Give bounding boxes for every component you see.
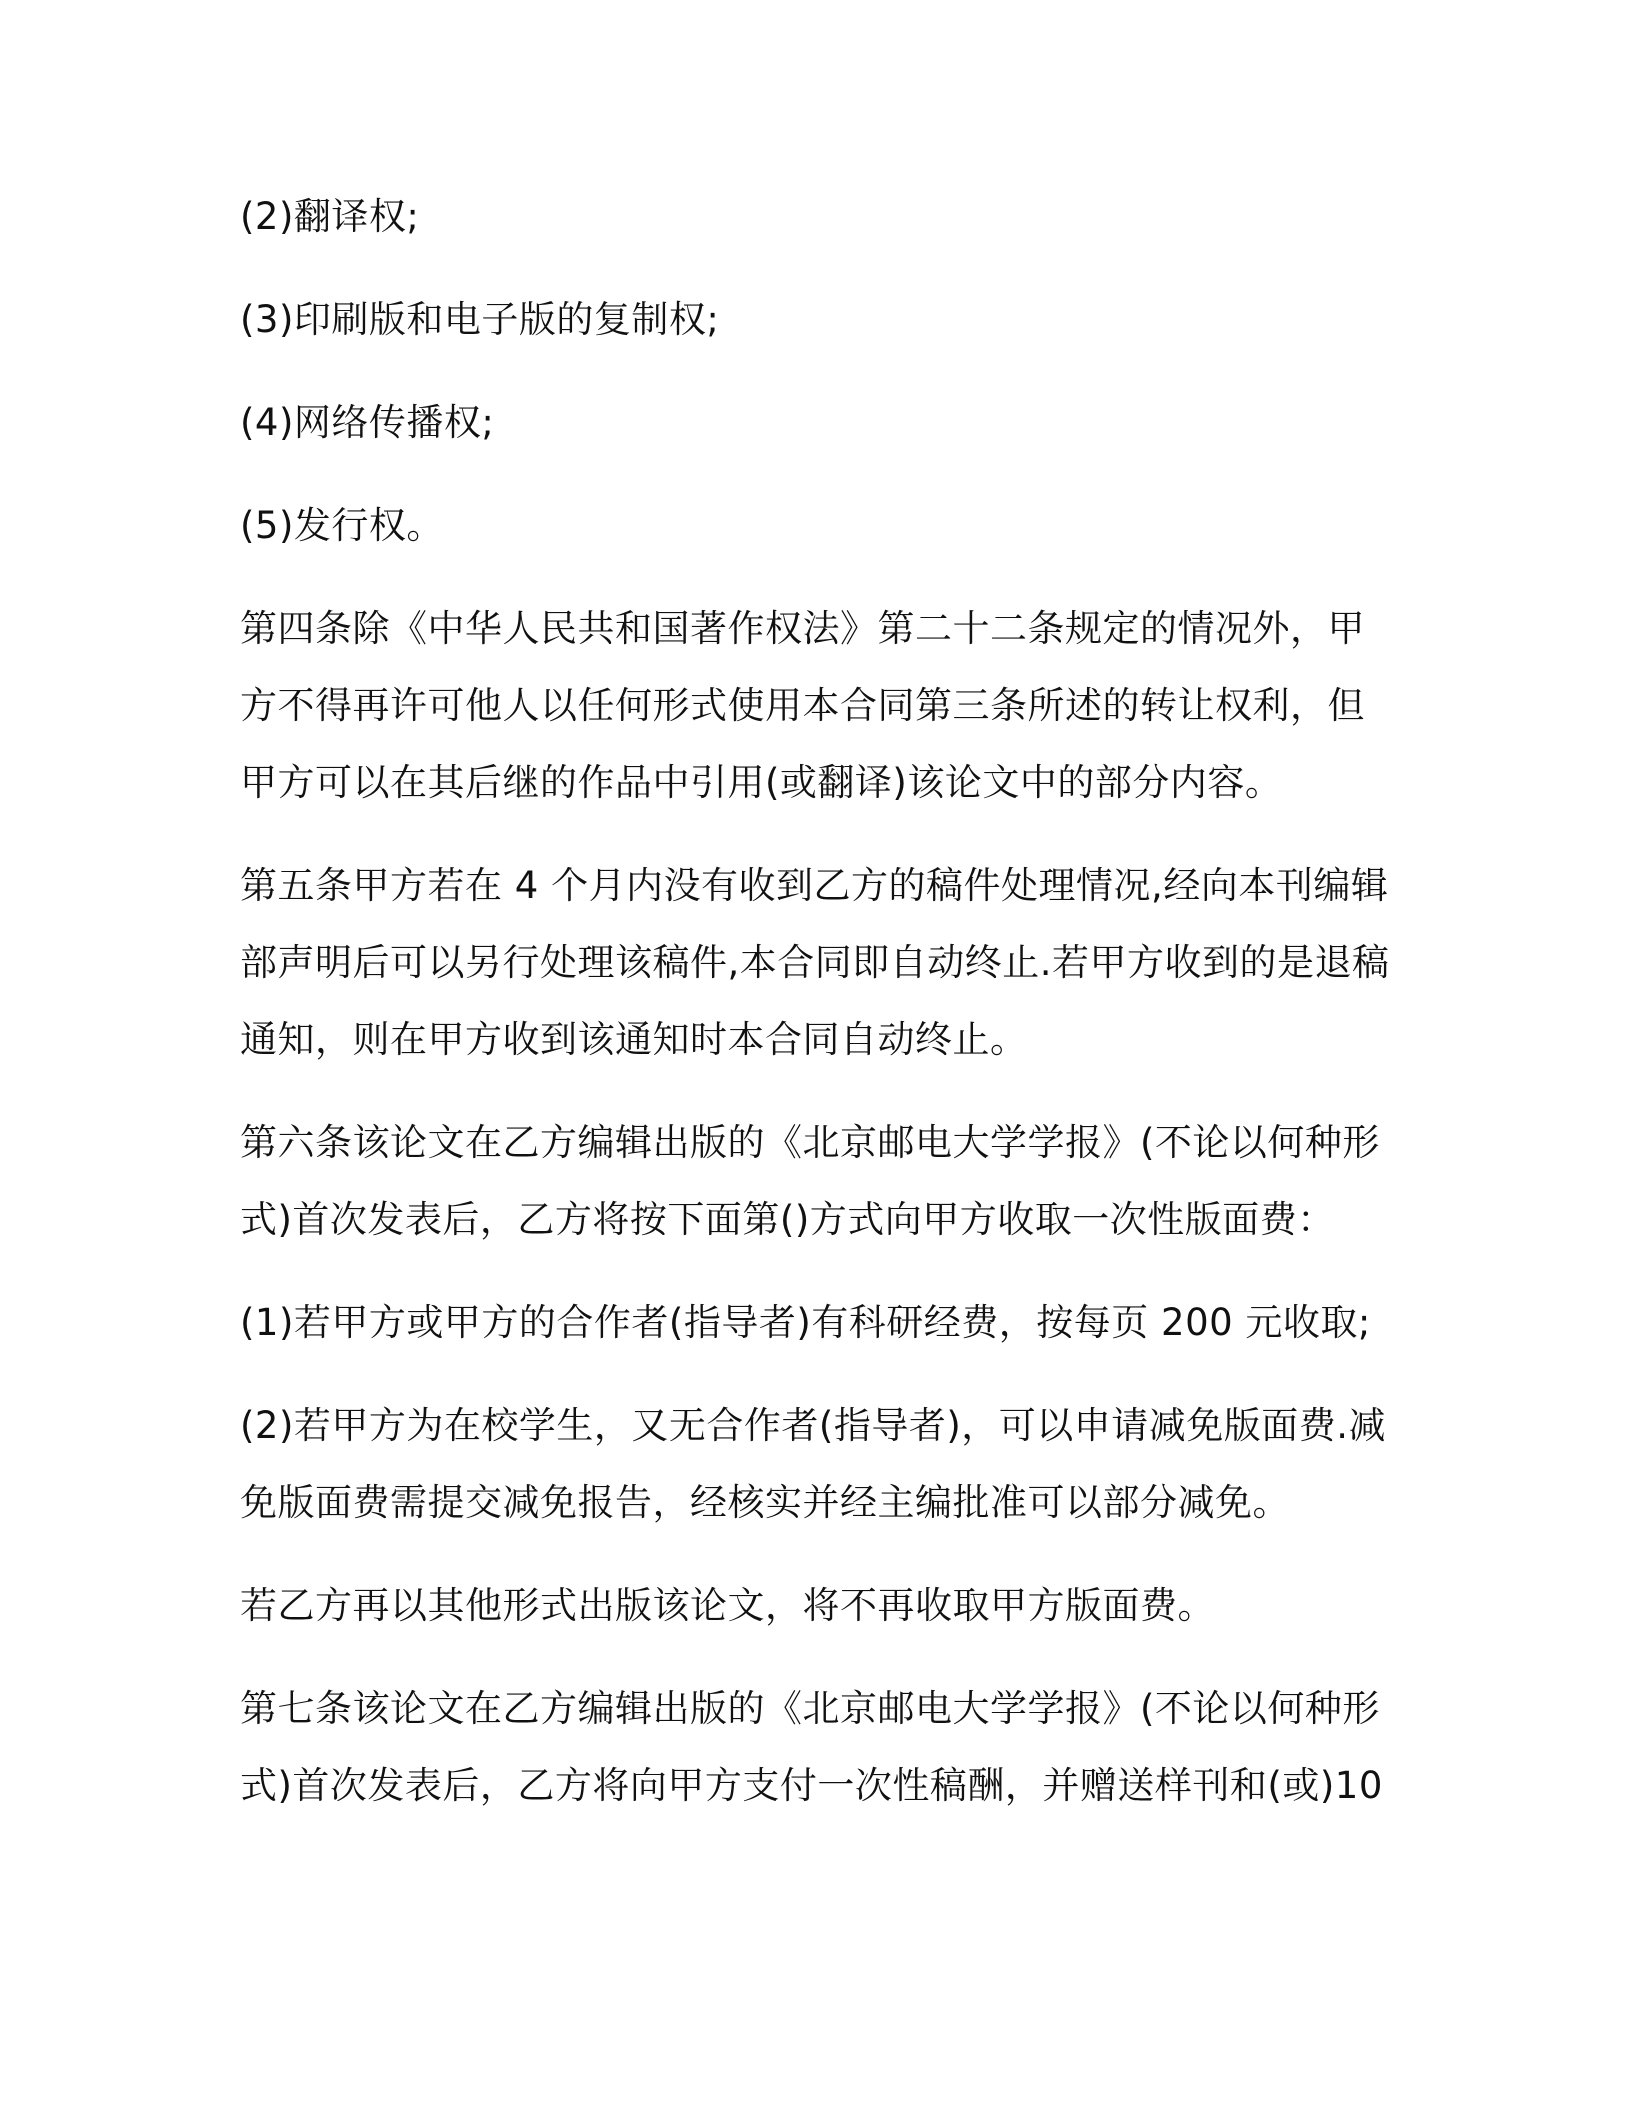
article-5-line-2: 部声明后可以另行处理该稿件,本合同即自动终止.若甲方收到的是退稿 xyxy=(240,941,1390,984)
article-5-line-1: 第五条甲方若在 4 个月内没有收到乙方的稿件处理情况,经向本刊编辑 xyxy=(240,864,1389,907)
article-6-line-2: 式)首次发表后，乙方将按下面第()方式向甲方收取一次性版面费： xyxy=(240,1198,1335,1241)
article-6-option-1: (1)若甲方或甲方的合作者(指导者)有科研经费，按每页 200 元收取; xyxy=(240,1301,1371,1344)
article-4-line-2: 方不得再许可他人以任何形式使用本合同第三条所述的转让权利，但 xyxy=(240,684,1365,727)
article-6-option-2-line-1: (2)若甲方为在校学生，又无合作者(指导者)，可以申请减免版面费.减 xyxy=(240,1404,1387,1447)
clause-item-5-distribution-right: (5)发行权。 xyxy=(240,504,444,547)
clause-item-4-network-right: (4)网络传播权; xyxy=(240,401,495,444)
article-6-note: 若乙方再以其他形式出版该论文，将不再收取甲方版面费。 xyxy=(240,1584,1215,1627)
article-4-line-3: 甲方可以在其后继的作品中引用(或翻译)该论文中的部分内容。 xyxy=(240,761,1283,804)
article-7-line-2: 式)首次发表后，乙方将向甲方支付一次性稿酬，并赠送样刊和(或)10 xyxy=(240,1764,1383,1807)
article-4-line-1: 第四条除《中华人民共和国著作权法》第二十二条规定的情况外，甲 xyxy=(240,607,1365,650)
article-6-line-1: 第六条该论文在乙方编辑出版的《北京邮电大学学报》(不论以何种形 xyxy=(240,1121,1380,1164)
article-7-line-1: 第七条该论文在乙方编辑出版的《北京邮电大学学报》(不论以何种形 xyxy=(240,1687,1380,1730)
article-5-line-3: 通知，则在甲方收到该通知时本合同自动终止。 xyxy=(240,1018,1028,1061)
clause-item-2-translation-right: (2)翻译权; xyxy=(240,195,420,238)
article-6-option-2-line-2: 免版面费需提交减免报告，经核实并经主编批准可以部分减免。 xyxy=(240,1481,1290,1524)
clause-item-3-reproduction-right: (3)印刷版和电子版的复制权; xyxy=(240,298,720,341)
